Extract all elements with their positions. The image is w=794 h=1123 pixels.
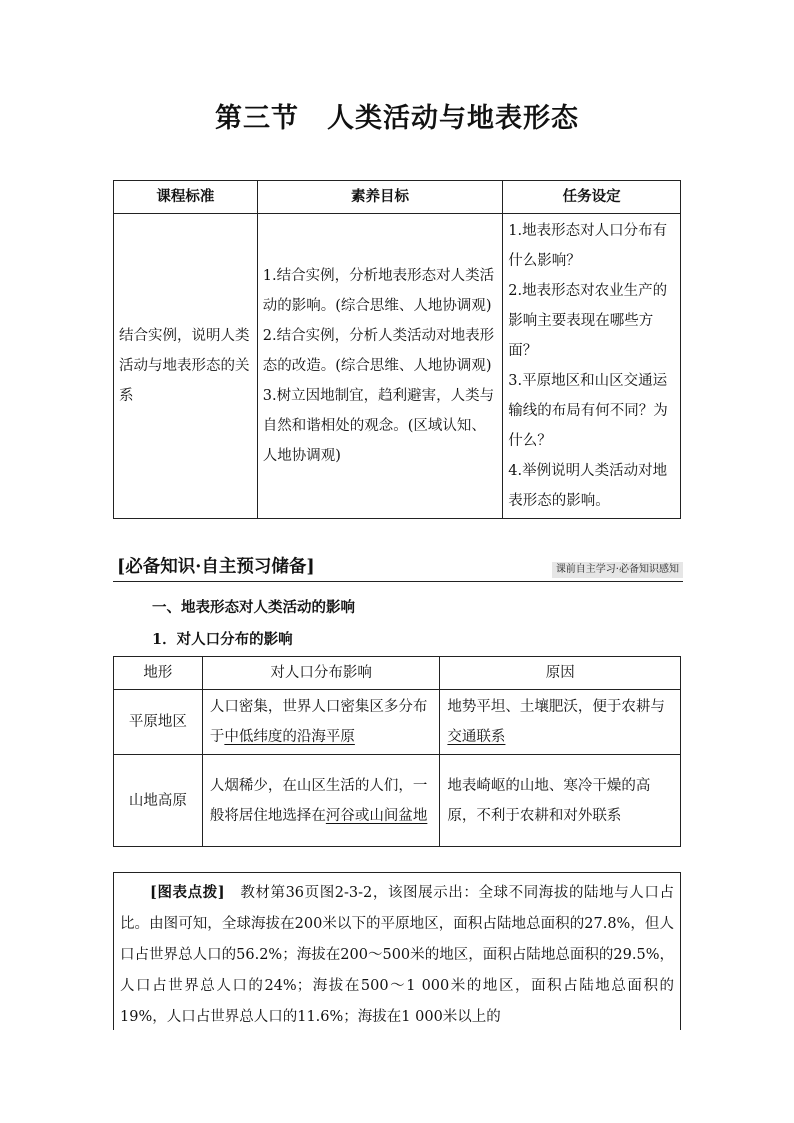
terrain-cell: 山地高原 xyxy=(114,755,203,847)
goals-cell xyxy=(257,214,503,519)
reason-cell: 地表崎岖的山地、寒冷干燥的高原，不利于农耕和对外联系 xyxy=(440,755,681,847)
underlined-answer: 河谷或山间盆地 xyxy=(325,807,428,824)
underlined-answer: 中低纬度的沿海平原 xyxy=(224,729,355,745)
curriculum-standards-table xyxy=(113,180,681,519)
table-row xyxy=(114,690,681,755)
header-terrain: 地形 xyxy=(114,657,203,690)
standard-cell: 结合实例，说明人类活动与地表形态的关系 xyxy=(114,214,258,519)
goal-item: 1.结合实例，分析地表形态对人类活动的影响。(综合思维、人地协调观) xyxy=(262,268,495,314)
task-item: 2.地表形态对农业生产的影响主要表现在哪些方面？ xyxy=(508,283,668,359)
table-row xyxy=(114,755,681,847)
reason-cell: 地势平坦、土壤肥沃，便于农耕与交通联系 xyxy=(440,690,681,755)
goal-item: 2.结合实例，分析人类活动对地表形态的改造。(综合思维、人地协调观) xyxy=(262,328,495,374)
section-header xyxy=(113,553,683,582)
chart-tip-text: 教材第36页图2-3-2，该图展示出：全球不同海拔的陆地与人口占比。由图可知，全球海拔在200米以下的平原地区，面积占陆地总面积的27.8%，但人口占世界总人口的56.2%；海拔在200～500米的地区，面积占陆地总面积的29.5%，人口占世界总人口的24%；海拔在500～1 000米的地区，面积占陆地总面积的19%，人口占世界总人口的11.6%；海拔在1 000米以上的 xyxy=(120,885,674,1025)
effect-cell: 人烟稀少，在山区生活的人们，一般将居住地选择在河谷或山间盆地 xyxy=(202,755,440,847)
header-effect: 对人口分布影响 xyxy=(202,657,440,690)
underlined-answer: 交通联系 xyxy=(447,729,506,745)
heading-level-1: 一、地表形态对人类活动的影响 xyxy=(152,599,355,616)
chart-tip-label: [图表点拨] xyxy=(150,884,225,901)
task-item: 4.举例说明人类活动对地表形态的影响。 xyxy=(508,463,668,509)
header-goals: 素养目标 xyxy=(257,181,503,214)
table-header-row xyxy=(114,181,681,214)
effect-cell: 人口密集，世界人口密集区多分布于中低纬度的沿海平原 xyxy=(202,690,440,755)
table-row xyxy=(114,214,681,519)
population-distribution-table xyxy=(113,656,681,847)
tasks-cell xyxy=(503,214,681,519)
header-tasks: 任务设定 xyxy=(503,181,681,214)
page-title: 第三节 人类活动与地表形态 xyxy=(215,103,579,134)
header-reason: 原因 xyxy=(440,657,681,690)
chart-tip-box xyxy=(113,872,681,1030)
section-tag: 课前自主学习·必备知识感知 xyxy=(552,562,683,578)
section-title: [必备知识·自主预习储备] xyxy=(117,557,315,577)
heading-level-2: 1．对人口分布的影响 xyxy=(152,631,293,648)
task-item: 3.平原地区和山区交通运输线的布局有何不同？为什么？ xyxy=(508,373,668,449)
goal-item: 3.树立因地制宜，趋利避害，人类与自然和谐相处的观念。(区域认知、人地协调观) xyxy=(262,388,495,464)
terrain-cell: 平原地区 xyxy=(114,690,203,755)
table-header-row xyxy=(114,657,681,690)
header-standard: 课程标准 xyxy=(114,181,258,214)
task-item: 1.地表形态对人口分布有什么影响？ xyxy=(508,223,668,269)
